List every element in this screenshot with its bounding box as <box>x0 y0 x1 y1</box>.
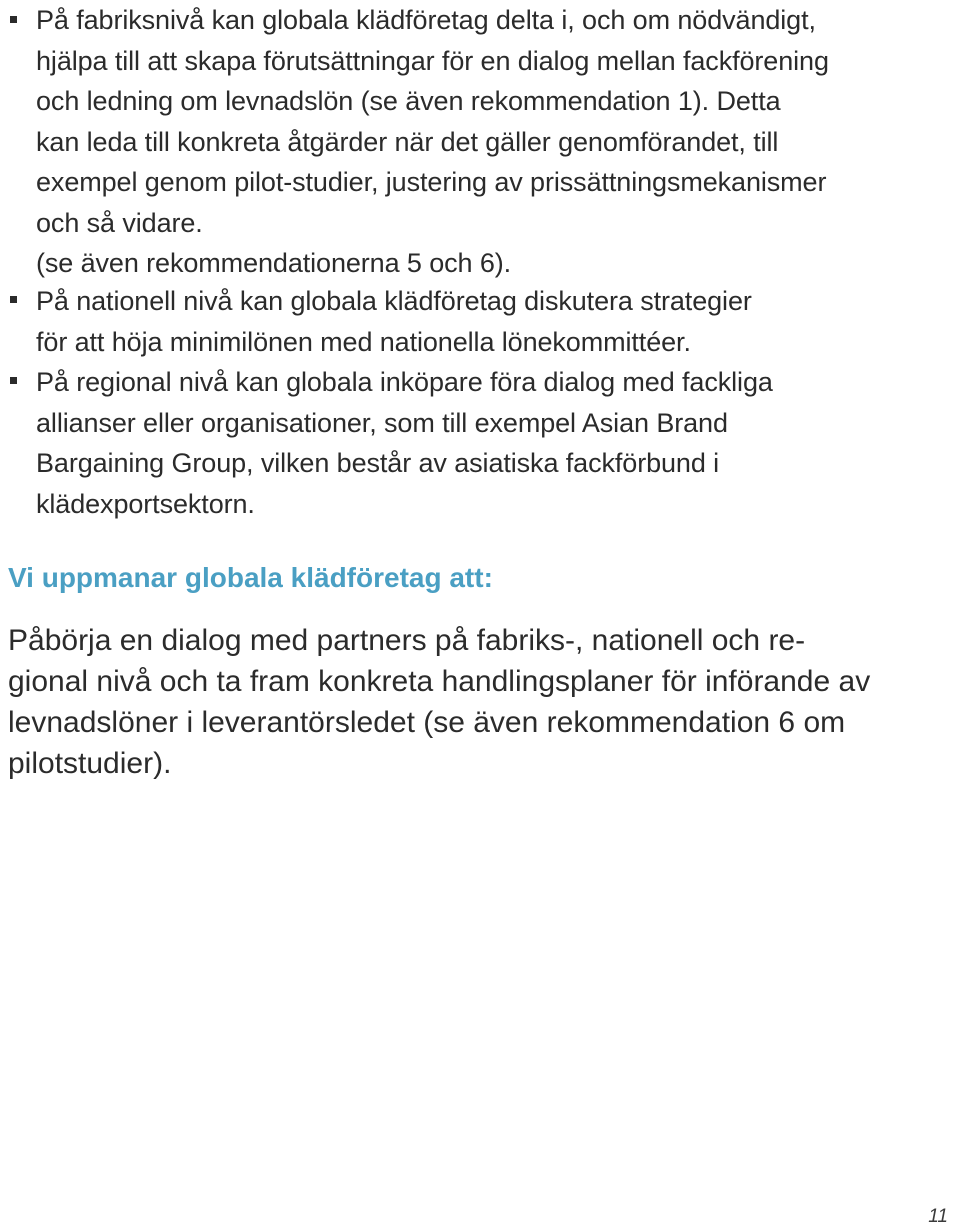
bullet-line: Bargaining Group, vilken består av asiatiska fackförbund i <box>36 448 720 478</box>
paragraph-line: Påbörja en dialog med partners på fabriks-, nationell och re- <box>8 624 806 657</box>
bullet-line: och ledning om levnadslön (se även rekommendation 1). Detta <box>36 86 781 116</box>
bullet-line: exempel genom pilot-studier, justering av prissättningsmekanismer <box>36 167 827 197</box>
bullet-square-icon <box>10 296 17 303</box>
bullet-item-national-level <box>0 281 752 362</box>
bullet-line: kan leda till konkreta åtgärder när det gäller genomförandet, till <box>36 126 779 157</box>
bullet-line: På fabriksnivå kan globala klädföretag delta i, och om nödvändigt, <box>36 5 816 35</box>
bullet-square-icon <box>10 377 17 384</box>
paragraph-line: levnadslöner i leverantörsledet (se även rekommendation 6 om <box>8 706 846 739</box>
bullet-line: klädexportsektorn. <box>36 488 255 519</box>
bullet-item-regional-level <box>0 362 773 524</box>
recommendation-paragraph <box>8 620 870 784</box>
page-number: 11 <box>928 1206 948 1227</box>
paragraph-line: pilotstudier). <box>8 747 172 780</box>
bullet-line: hjälpa till att skapa förutsättningar för en dialog mellan fackförening <box>36 45 829 76</box>
section-heading: Vi uppmanar globala klädföretag att: <box>8 562 493 593</box>
paragraph-line: gional nivå och ta fram konkreta handlingsplaner för införande av <box>8 665 871 698</box>
bullet-line: för att höja minimilönen med nationella lönekommittéer. <box>36 326 691 357</box>
bullet-line: allianser eller organisationer, som till exempel Asian Brand <box>36 407 728 438</box>
bullet-line: På regional nivå kan globala inköpare föra dialog med fackliga <box>36 367 773 397</box>
bullet-line: (se även rekommendationerna 5 och 6). <box>36 248 512 278</box>
bullet-item-factory-level <box>0 0 829 284</box>
bullet-square-icon <box>10 16 17 23</box>
bullet-line: och så vidare. <box>36 207 203 238</box>
bullet-line: På nationell nivå kan globala klädföretag diskutera strategier <box>36 286 752 316</box>
